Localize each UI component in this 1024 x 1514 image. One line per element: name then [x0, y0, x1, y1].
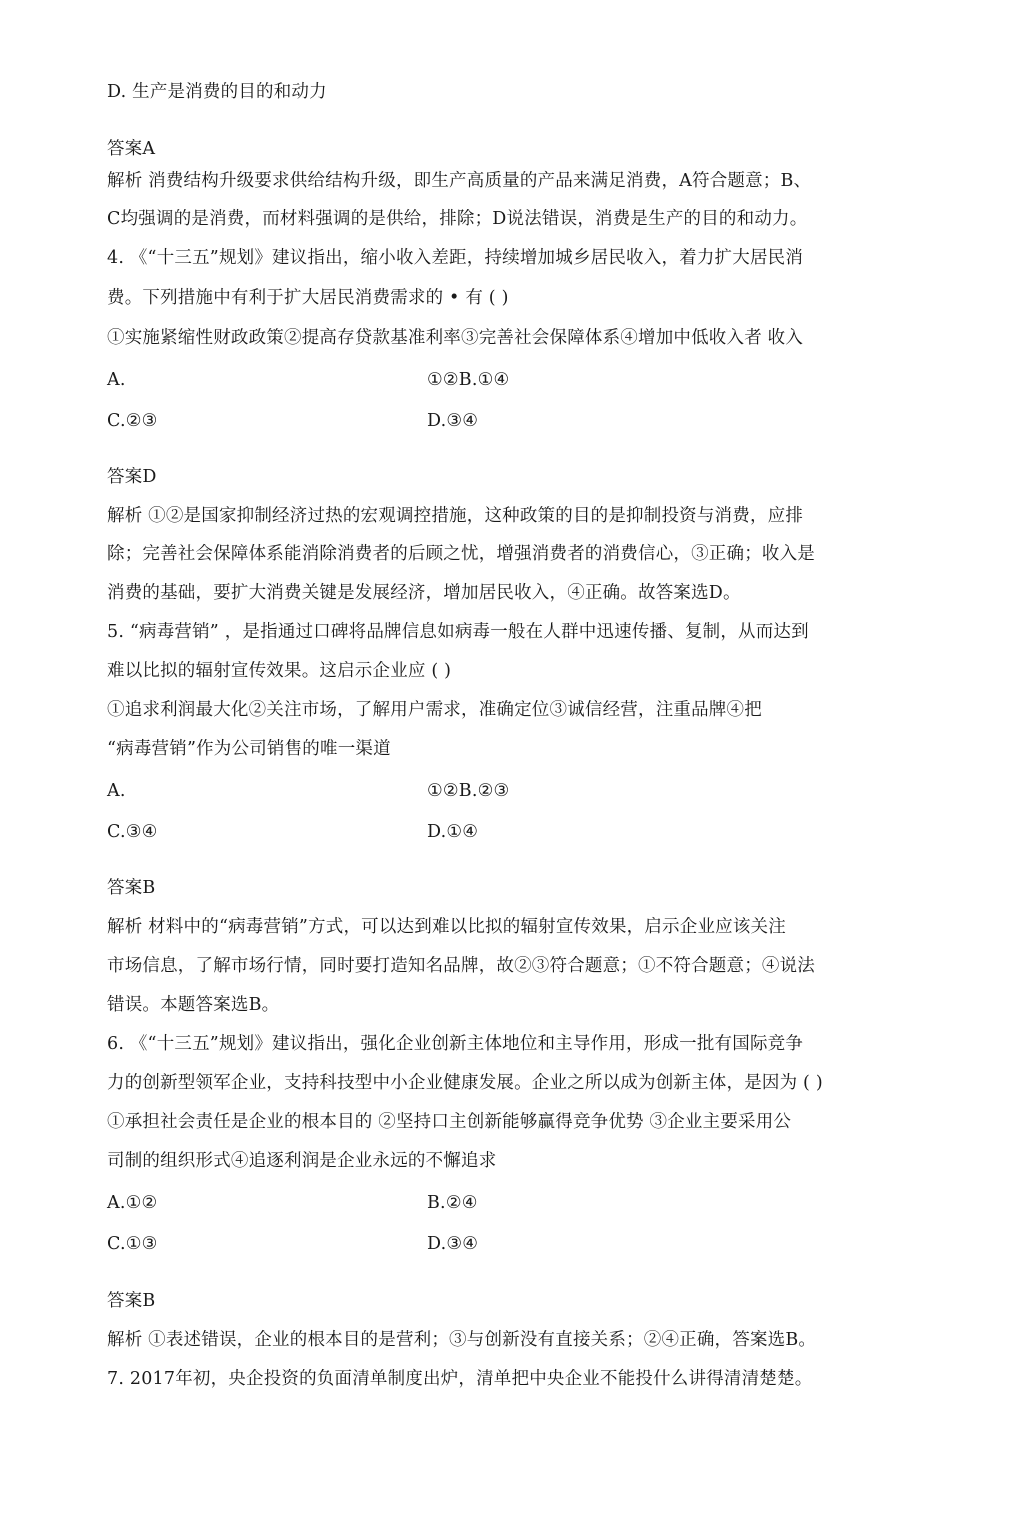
q4-option-d: D.③④ [427, 411, 479, 431]
q5-option-ab: ①②B.②③ [427, 781, 510, 801]
q5-stem-line-1: 5. “病毒营销” ，是指通过口碑将品牌信息如病毒一般在人群中迅速传播、复制，从而达到 [107, 622, 809, 642]
q5-option-d: D.①④ [427, 822, 479, 842]
q4-answer: 答案D [107, 467, 157, 487]
q5-items-line-2: “病毒营销”作为公司销售的唯一渠道 [107, 739, 391, 759]
q4-stem-line-2: 费。下列措施中有利于扩大居民消费需求的 • 有 ( ) [107, 288, 509, 308]
q5-analysis-line-2: 市场信息，了解市场行情，同时要打造知名品牌，故②③符合题意；①不符合题意；④说法 [107, 956, 815, 976]
q3-answer: 答案A [107, 139, 156, 159]
q4-option-c: C.②③ [107, 411, 158, 431]
q6-option-a: A.①② [107, 1193, 158, 1213]
q4-stem-line-1: 4. 《“十三五”规划》建议指出，缩小收入差距，持续增加城乡居民收入，着力扩大居民消 [107, 248, 804, 268]
q6-items-line-2: 司制的组织形式④追逐利润是企业永远的不懈追求 [107, 1151, 497, 1171]
q6-stem-line-1: 6. 《“十三五”规划》建议指出，强化企业创新主体地位和主导作用，形成一批有国际竞争 [107, 1034, 804, 1054]
q5-items-line-1: ①追求利润最大化②关注市场，了解用户需求，准确定位③诚信经营，注重品牌④把 [107, 700, 762, 720]
q4-items: ①实施紧缩性财政政策②提高存贷款基准利率③完善社会保障体系④增加中低收入者 收入 [107, 328, 804, 348]
q4-option-a: A. [107, 370, 126, 390]
q5-option-c: C.③④ [107, 822, 158, 842]
q5-stem-line-2: 难以比拟的辐射宣传效果。这启示企业应 ( ) [107, 661, 452, 681]
q4-option-ab: ①②B.①④ [427, 370, 510, 390]
q3-analysis-line-2: C均强调的是消费，而材料强调的是供给，排除；D说法错误，消费是生产的目的和动力。 [107, 209, 808, 229]
q6-analysis-line-1: 解析 ①表述错误，企业的根本目的是营利；③与创新没有直接关系；②④正确，答案选B。 [107, 1330, 817, 1350]
q4-analysis-line-1: 解析 ①②是国家抑制经济过热的宏观调控措施，这种政策的目的是抑制投资与消费，应排 [107, 506, 804, 526]
q6-answer: 答案B [107, 1291, 156, 1311]
q6-option-c: C.①③ [107, 1234, 158, 1254]
q4-analysis-line-2: 除；完善社会保障体系能消除消费者的后顾之忧，增强消费者的消费信心，③正确；收入是 [107, 544, 815, 564]
q3-option-d: D. 生产是消费的目的和动力 [107, 82, 327, 102]
q4-analysis-line-3: 消费的基础，要扩大消费关键是发展经济，增加居民收入，④正确。故答案选D。 [107, 583, 741, 603]
q3-analysis-line-1: 解析 消费结构升级要求供给结构升级，即生产高质量的产品来满足消费，A符合题意；B、 [107, 171, 812, 191]
q6-option-d: D.③④ [427, 1234, 479, 1254]
q5-option-a: A. [107, 781, 126, 801]
q6-option-b: B.②④ [427, 1193, 478, 1213]
q6-items-line-1: ①承担社会责任是企业的根本目的 ②坚持口主创新能够赢得竞争优势 ③企业主要采用公 [107, 1112, 792, 1132]
q5-answer: 答案B [107, 878, 156, 898]
q5-analysis-line-3: 错误。本题答案选B。 [107, 995, 280, 1015]
q5-analysis-line-1: 解析 材料中的“病毒营销”方式，可以达到难以比拟的辐射宣传效果，启示企业应该关注 [107, 917, 786, 937]
q7-stem-line-1: 7. 2017年初，央企投资的负面清单制度出炉，清单把中央企业不能投什么讲得清清楚楚。 [107, 1369, 813, 1389]
q6-stem-line-2: 力的创新型领军企业，支持科技型中小企业健康发展。企业之所以成为创新主体，是因为 ( ) [107, 1073, 823, 1093]
